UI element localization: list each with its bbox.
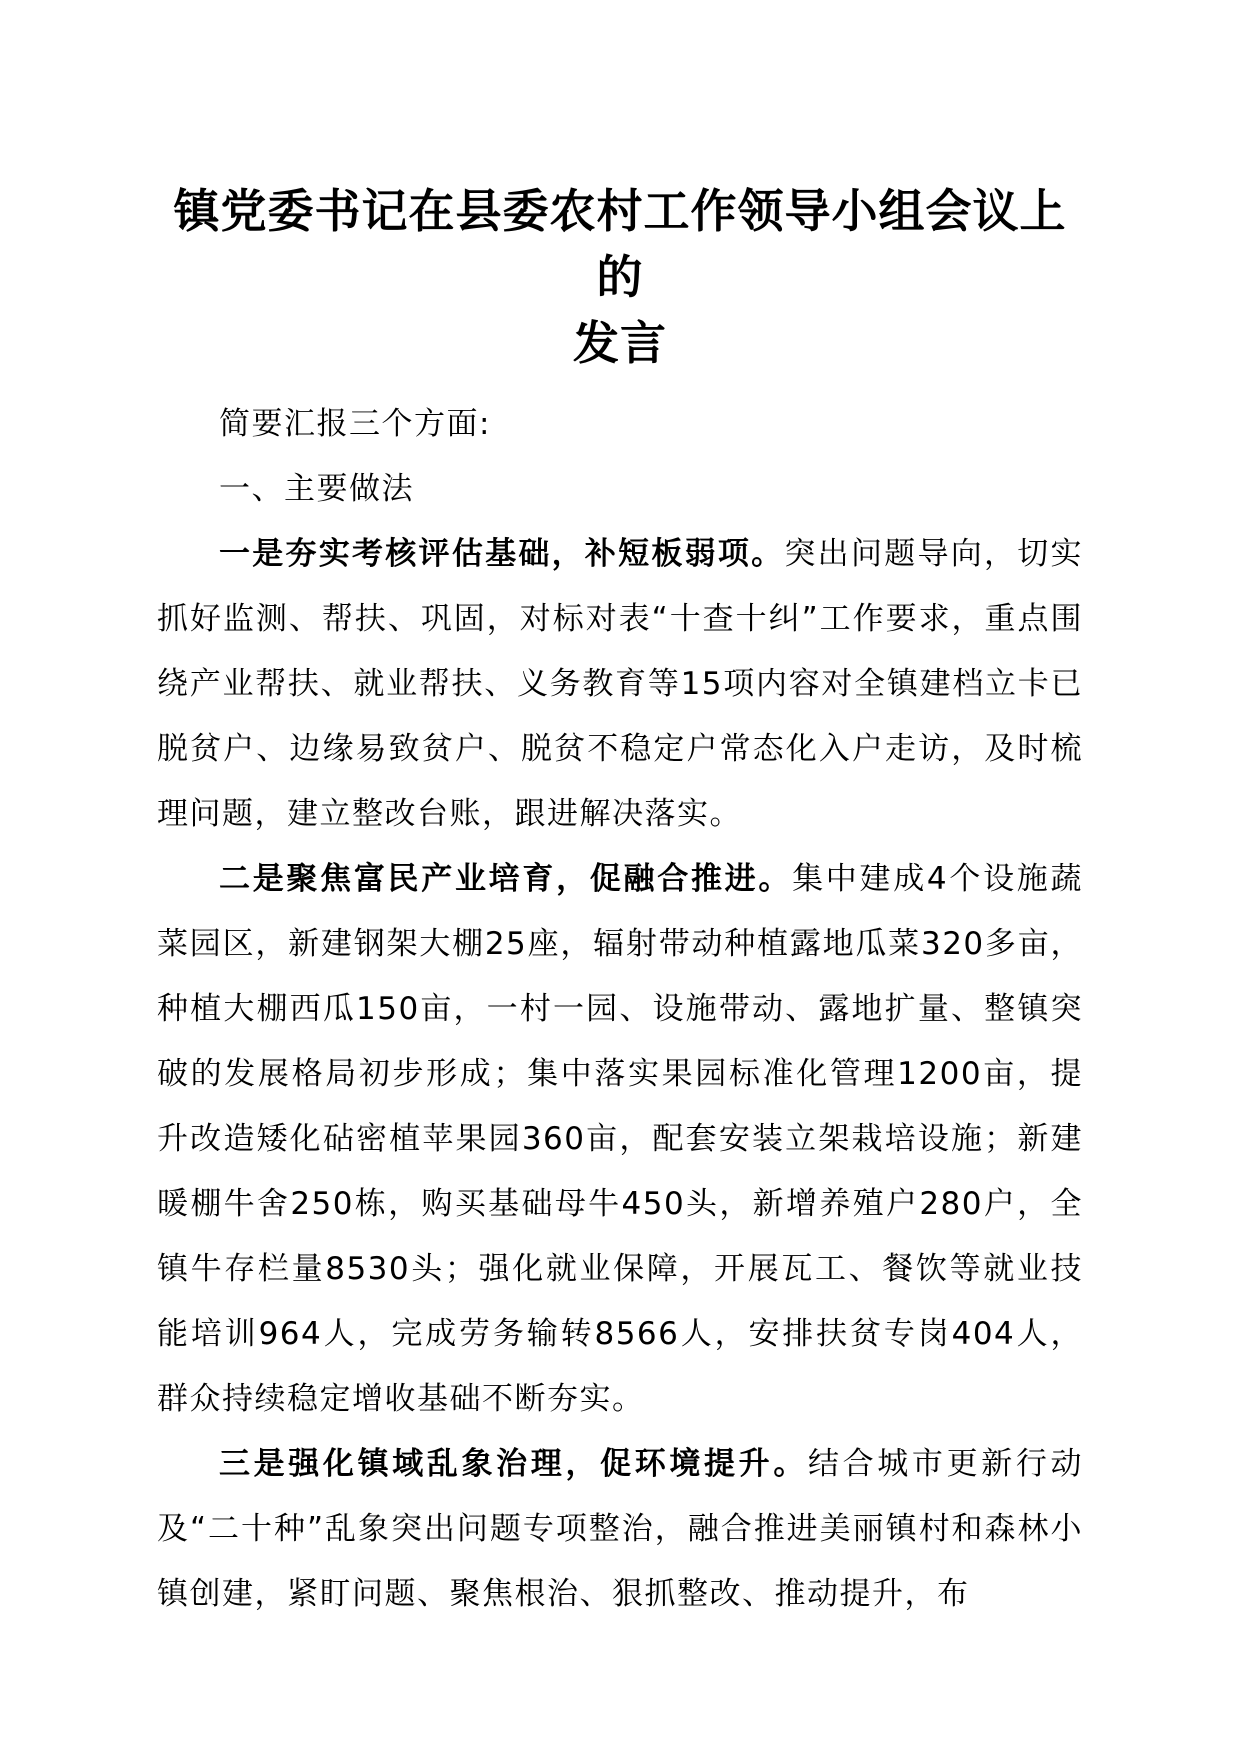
point-paragraph-1 xyxy=(157,522,1083,847)
section-heading: 一、主要做法 xyxy=(219,471,414,507)
intro-paragraph: 简要汇报三个方面: xyxy=(219,406,491,442)
document-title: 镇党委书记在县委农村工作领导小组会议上的 发言 xyxy=(173,184,1067,370)
point-lead-3: 三是强化镇域乱象治理，促环境提升。 xyxy=(219,1446,808,1482)
point-body-2: 集中建成4个设施蔬菜园区，新建钢架大棚25座，辐射带动种植露地瓜菜320多亩，种植大棚西瓜150亩，一村一园、设施带动、露地扩量、整镇突破的发展格局初步形成；集中落实果园标准化管理1200亩，提升改造矮化砧密植苹果园360亩，配套安装立架栽培设施；新建暖棚牛舍250栋，购买基础母牛450头，新增养殖户280户，全镇牛存栏量8530头；强化就业保障，开展瓦工、餐饮等就业技能培训964人，完成劳务输转8566人，安排扶贫专岗404人，群众持续稳定增收基础不断夯实。 xyxy=(157,861,1084,1417)
point-paragraph-2 xyxy=(157,847,1083,1432)
point-lead-1: 一是夯实考核评估基础，补短板弱项。 xyxy=(219,536,785,572)
point-paragraph-3 xyxy=(157,1432,1083,1627)
point-lead-2: 二是聚焦富民产业培育，促融合推进。 xyxy=(219,861,793,897)
point-body-1: 突出问题导向，切实抓好监测、帮扶、巩固，对标对表“十查十纠”工作要求，重点围绕产业帮扶、就业帮扶、义务教育等15项内容对全镇建档立卡已脱贫户、边缘易致贫户、脱贫不稳定户常态化入户走访，及时梳理问题，建立整改台账，跟进解决落实。 xyxy=(157,536,1084,832)
point-body-3: 结合城市更新行动及“二十种”乱象突出问题专项整治，融合推进美丽镇村和森林小镇创建，紧盯问题、聚焦根治、狠抓整改、推动提升，布 xyxy=(157,1446,1084,1612)
document-body xyxy=(157,178,1083,1627)
